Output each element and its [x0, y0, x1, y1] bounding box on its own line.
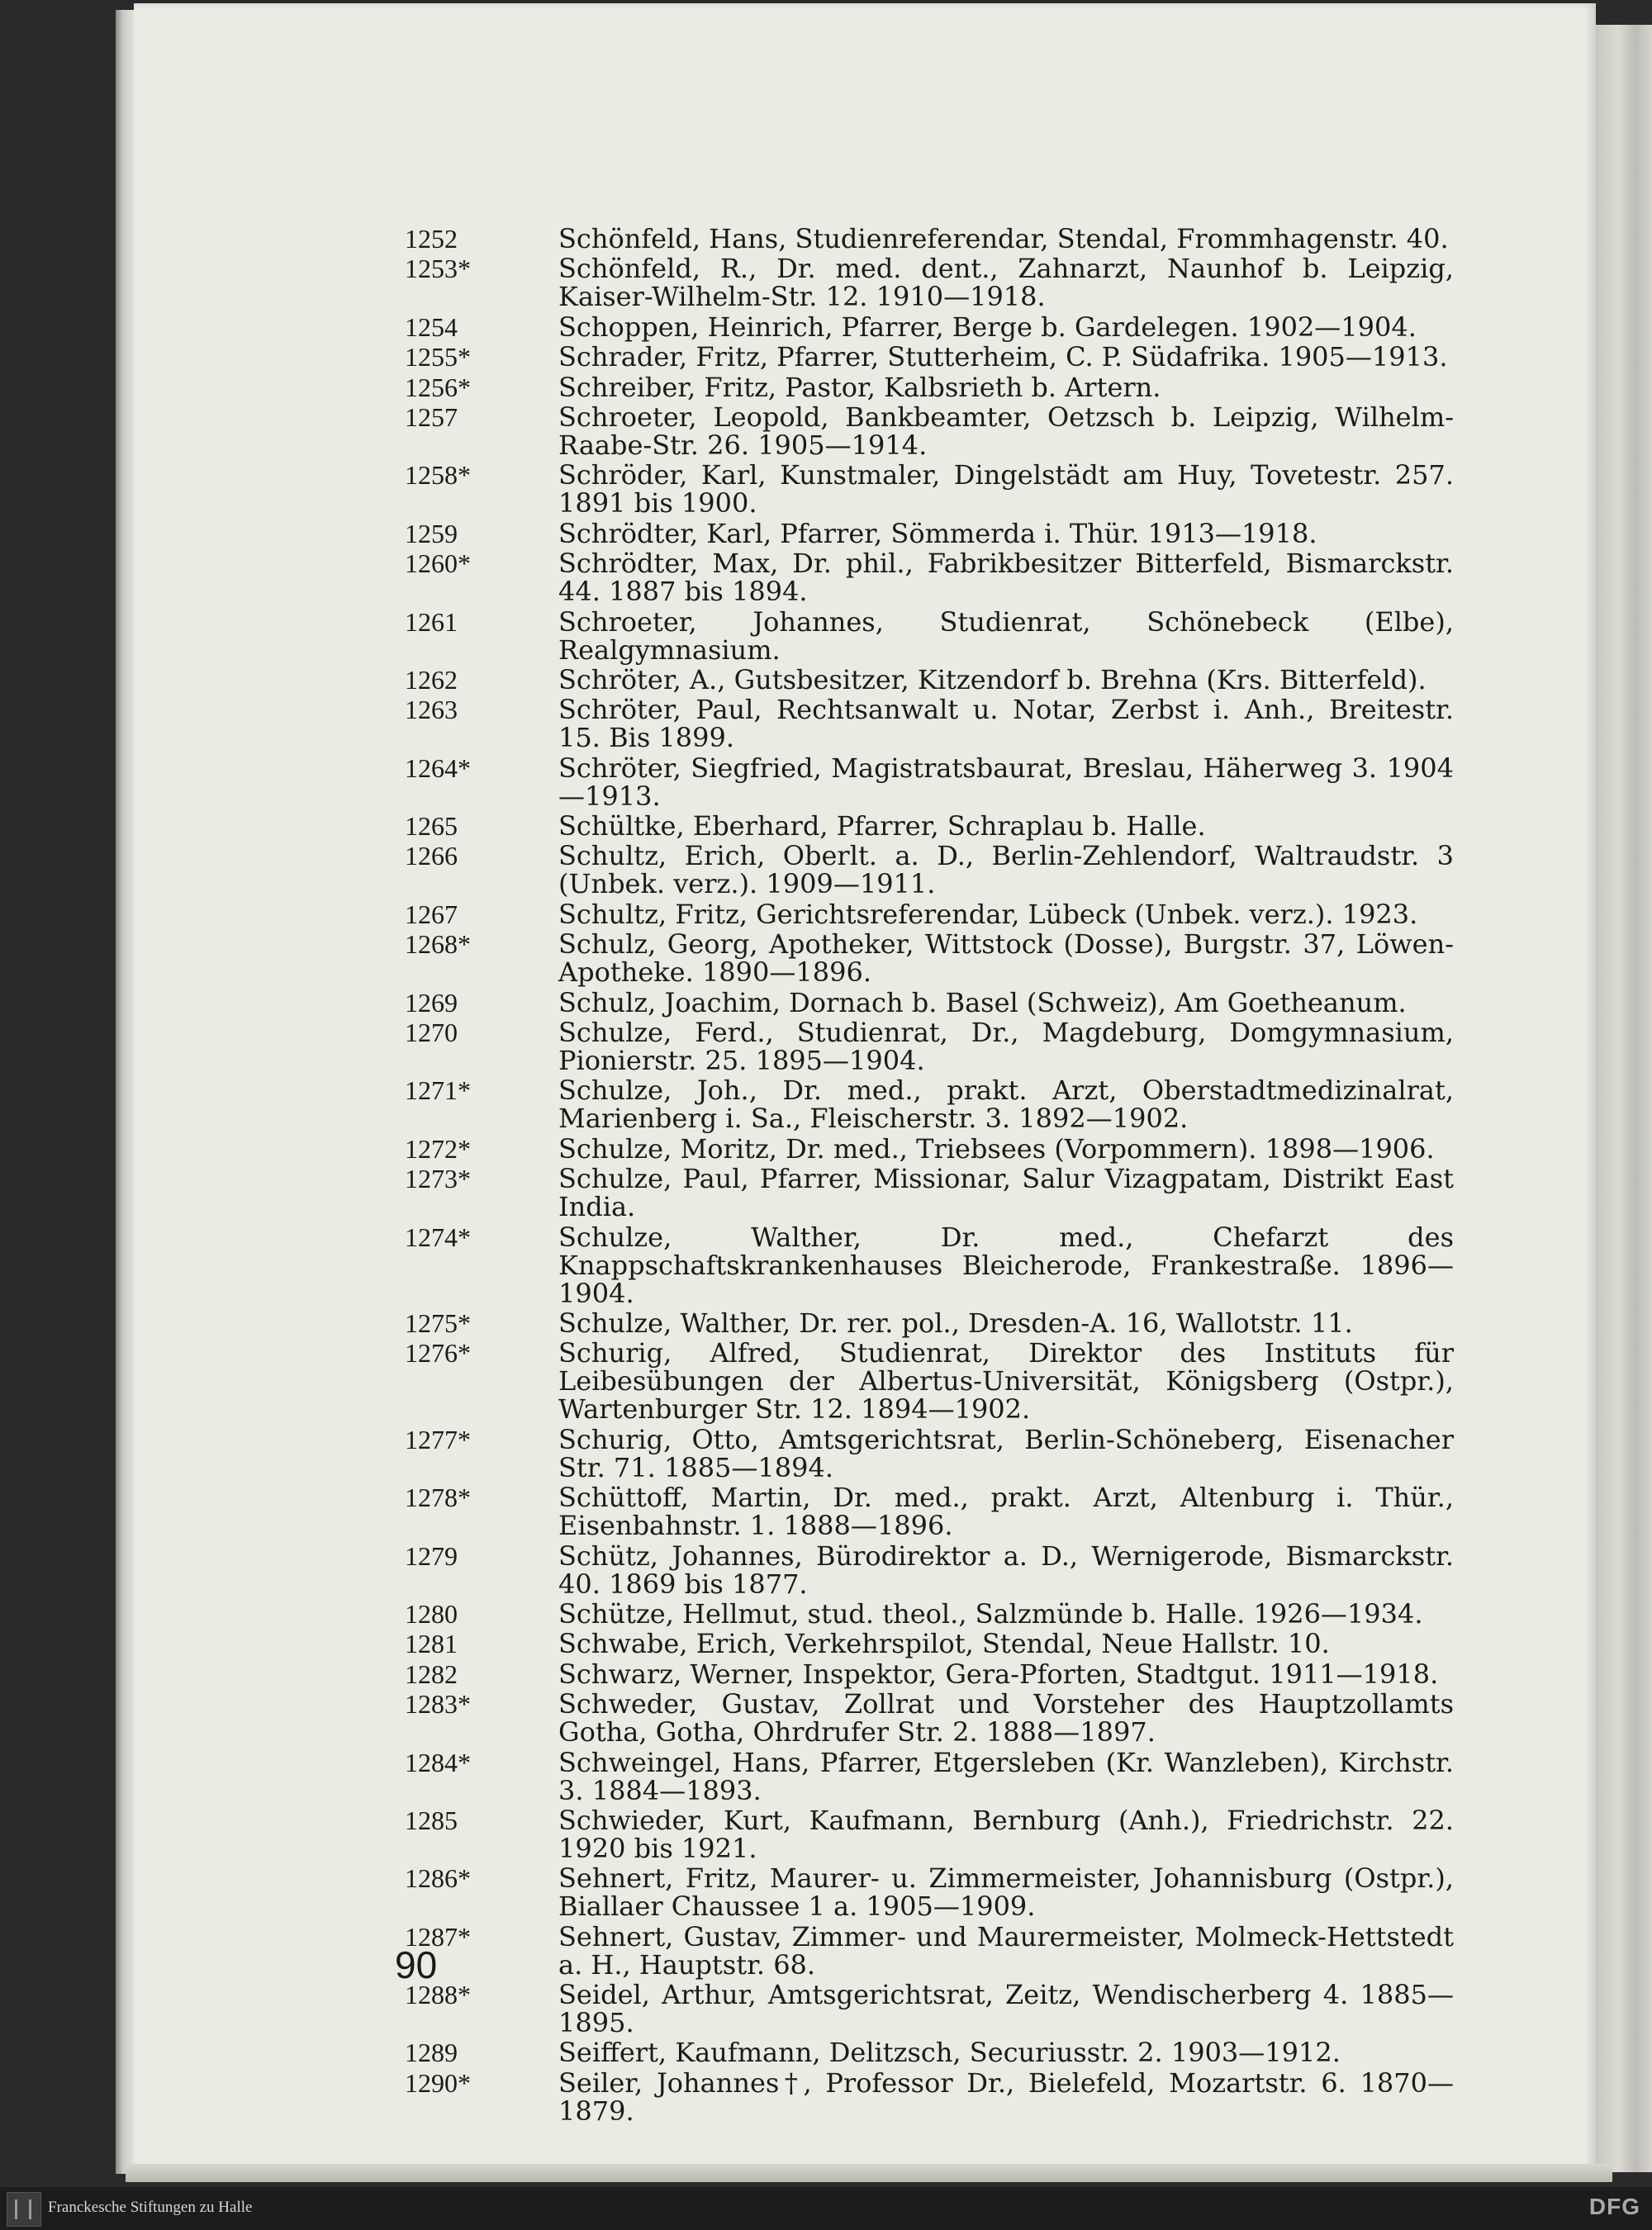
entry-text: Schultz, Fritz, Gerichtsreferendar, Lübeck (Unbek. verz.). 1923.	[558, 898, 1418, 930]
entry-text: Schulze, Joh., Dr. med., prakt. Arzt, Oberstadtmedizinalrat, Marienberg i. Sa., Fleischerstr. 3. 1892—1902.	[558, 1075, 1454, 1135]
entry-text: Schurig, Alfred, Studienrat, Direktor des Instituts für Leibesübungen der Albertus-Universität, Königsberg (Ostpr.), Wartenburger Str. 12. 1894—1902.	[558, 1337, 1454, 1426]
list-item	[405, 343, 1454, 371]
list-item	[405, 1075, 1454, 1135]
list-item	[405, 403, 1454, 459]
entry-text: Schulze, Paul, Pfarrer, Missionar, Salur Vizagpatam, Distrikt East India.	[558, 1163, 1454, 1223]
entry-text: Seiffert, Kaufmann, Delitzsch, Securiusstr. 2. 1903—1912.	[558, 2037, 1341, 2069]
list-item	[405, 986, 1454, 1018]
member-list	[405, 225, 1454, 2127]
entry-text: Schulze, Walther, Dr. med., Chefarzt des Knappschaftskrankenhauses Bleicherode, Frankestraße. 1896—1904.	[558, 1221, 1454, 1309]
entry-number: 1258*	[405, 460, 471, 491]
entry-number: 1273*	[405, 1164, 471, 1194]
entry-number: 1270	[405, 1018, 458, 1048]
list-item	[405, 1018, 1454, 1075]
entry-text: Schröter, Paul, Rechtsanwalt u. Notar, Zerbst i. Anh., Breitestr. 15. Bis 1899.	[558, 694, 1454, 754]
entry-number: 1283*	[405, 1689, 471, 1720]
entry-text: Schröder, Karl, Kunstmaler, Dingelstädt am Huy, Tovetestr. 257. 1891 bis 1900.	[558, 459, 1454, 520]
list-item	[405, 928, 1454, 989]
entry-number: 1274*	[405, 1222, 471, 1252]
entry-number: 1254	[405, 311, 458, 342]
entry-text: Schüttoff, Martin, Dr. med., prakt. Arzt, Altenburg i. Thür., Eisenbahnstr. 1. 1888—1896.	[558, 1482, 1454, 1542]
entry-text: Schönfeld, R., Dr. med. dent., Zahnarzt, Naunhof b. Leipzig, Kaiser-Wilhelm-Str. 12. 1910—1918.	[558, 253, 1454, 313]
entry-text: Schulze, Moritz, Dr. med., Triebsees (Vorpommern). 1898—1906.	[558, 1132, 1435, 1165]
entry-number: 1287*	[405, 1921, 471, 1952]
entry-text: Schültke, Eberhard, Pfarrer, Schraplau b. Halle.	[558, 810, 1206, 842]
foundation-logo-icon	[7, 2192, 41, 2227]
list-item	[405, 313, 1454, 341]
list-item	[405, 1165, 1454, 1221]
list-item	[405, 754, 1454, 810]
entry-text: Schröter, A., Gutsbesitzer, Kitzendorf b. Brehna (Krs. Bitterfeld).	[558, 663, 1427, 695]
list-item	[405, 373, 1454, 401]
list-item	[405, 254, 1454, 311]
entry-number: 1260*	[405, 548, 471, 579]
list-item	[405, 1223, 1454, 1307]
entry-text: Schulze, Ferd., Studienrat, Dr., Magdeburg, Domgymnasium, Pionierstr. 25. 1895—1904.	[558, 1017, 1454, 1077]
list-item	[405, 1806, 1454, 1862]
entry-number: 1272*	[405, 1133, 471, 1164]
entry-text: Schroeter, Johannes, Studienrat, Schönebeck (Elbe), Realgymnasium.	[558, 605, 1454, 666]
entry-text: Schwieder, Kurt, Kaufmann, Bernburg (Anh.), Friedrichstr. 22. 1920 bis 1921.	[558, 1804, 1454, 1864]
entry-number: 1259	[405, 518, 458, 548]
page-edges-bottom	[126, 2164, 1612, 2182]
list-item	[405, 1690, 1454, 1746]
entry-number: 1264*	[405, 752, 471, 783]
list-item	[405, 1309, 1454, 1337]
entry-number: 1269	[405, 987, 458, 1018]
list-item	[405, 459, 1454, 520]
entry-number: 1290*	[405, 2067, 471, 2098]
entry-number: 1257	[405, 401, 458, 432]
entry-number: 1267	[405, 899, 458, 929]
entry-text: Seiler, Johannes†, Professor Dr., Bielefeld, Mozartstr. 6. 1870—1879.	[558, 2066, 1454, 2127]
entry-text: Schulz, Georg, Apotheker, Wittstock (Dosse), Burgstr. 37, Löwen-Apotheke. 1890—1896.	[558, 928, 1454, 989]
entry-number: 1279	[405, 1540, 458, 1571]
footer-credit: Franckesche Stiftungen zu Halle	[48, 2199, 253, 2216]
entry-number: 1288*	[405, 1980, 471, 2010]
list-item	[405, 517, 1454, 549]
list-item	[405, 1920, 1454, 1981]
list-item	[405, 1748, 1454, 1805]
page-edges-right	[1596, 25, 1652, 2172]
list-item	[405, 2037, 1454, 2069]
list-item	[405, 1542, 1454, 1598]
entry-number: 1289	[405, 2038, 458, 2068]
entry-number: 1284*	[405, 1747, 471, 1777]
list-item	[405, 1981, 1454, 2037]
list-item	[405, 1862, 1454, 1923]
list-item	[405, 812, 1454, 840]
entry-text: Schrader, Fritz, Pfarrer, Stutterheim, C. P. Südafrika. 1905—1913.	[558, 341, 1448, 373]
page-number: 90	[395, 1943, 438, 1986]
entry-text: Schultz, Erich, Oberlt. a. D., Berlin-Zehlendorf, Waltraudstr. 3 (Unbek. verz.). 1909—1911.	[558, 840, 1454, 900]
list-item	[405, 1132, 1454, 1165]
entry-number: 1263	[405, 695, 458, 725]
entry-number: 1276*	[405, 1338, 471, 1369]
footer-bar	[0, 2187, 1652, 2230]
entry-number: 1265	[405, 811, 458, 842]
entry-text: Schulze, Walther, Dr. rer. pol., Dresden-A. 16, Wallotstr. 11.	[558, 1307, 1353, 1339]
entry-text: Schweder, Gustav, Zollrat und Vorsteher des Hauptzollamts Gotha, Gotha, Ohrdrufer Str. 2. 1888—1897.	[558, 1688, 1454, 1748]
entry-number: 1278*	[405, 1483, 471, 1513]
list-item	[405, 900, 1454, 928]
list-item	[405, 225, 1454, 253]
entry-number: 1252	[405, 224, 458, 254]
entry-number: 1286*	[405, 1863, 471, 1894]
entry-text: Schütze, Hellmut, stud. theol., Salzmünde b. Halle. 1926—1934.	[558, 1597, 1423, 1630]
entry-number: 1280	[405, 1598, 458, 1629]
entry-text: Schröter, Siegfried, Magistratsbaurat, Breslau, Häherweg 3. 1904—1913.	[558, 752, 1454, 812]
list-item	[405, 842, 1454, 898]
list-item	[405, 2066, 1454, 2127]
entry-text: Schrödter, Karl, Pfarrer, Sömmerda i. Thür. 1913—1918.	[558, 517, 1317, 549]
entry-text: Seidel, Arthur, Amtsgerichtsrat, Zeitz, Wendischerberg 4. 1885—1895.	[558, 1979, 1454, 2039]
entry-number: 1271*	[405, 1075, 471, 1106]
entry-text: Schoppen, Heinrich, Pfarrer, Berge b. Gardelegen. 1902—1904.	[558, 311, 1417, 343]
entry-number: 1285	[405, 1805, 458, 1835]
entry-text: Schurig, Otto, Amtsgerichtsrat, Berlin-Schöneberg, Eisenacher Str. 71. 1885—1894.	[558, 1423, 1454, 1483]
entry-text: Schroeter, Leopold, Bankbeamter, Oetzsch b. Leipzig, Wilhelm-Raabe-Str. 26. 1905—1914.	[558, 401, 1454, 461]
entry-number: 1281	[405, 1629, 458, 1659]
entry-text: Schönfeld, Hans, Studienreferendar, Stendal, Frommhagenstr. 40.	[558, 223, 1449, 254]
entry-text: Schütz, Johannes, Bürodirektor a. D., Wernigerode, Bismarckstr. 40. 1869 bis 1877.	[558, 1540, 1454, 1600]
list-item	[405, 1630, 1454, 1658]
list-item	[405, 695, 1454, 752]
entry-number: 1256*	[405, 372, 471, 402]
entry-text: Schrödter, Max, Dr. phil., Fabrikbesitzer Bitterfeld, Bismarckstr. 44. 1887 bis 1894.	[558, 548, 1454, 608]
book-spine-edge	[116, 10, 134, 2174]
entry-number: 1253*	[405, 254, 471, 284]
entry-number: 1275*	[405, 1307, 471, 1338]
entry-number: 1268*	[405, 929, 471, 960]
entry-text: Schreiber, Fritz, Pastor, Kalbsrieth b. Artern.	[558, 371, 1161, 403]
list-item	[405, 605, 1454, 666]
entry-number: 1262	[405, 664, 458, 695]
entry-number: 1282	[405, 1658, 458, 1689]
entry-number: 1277*	[405, 1424, 471, 1454]
list-item	[405, 663, 1454, 695]
list-item	[405, 1660, 1454, 1688]
list-item	[405, 1597, 1454, 1630]
list-item	[405, 1483, 1454, 1540]
entry-text: Schwabe, Erich, Verkehrspilot, Stendal, Neue Hallstr. 10.	[558, 1628, 1330, 1660]
entry-text: Sehnert, Gustav, Zimmer- und Maurermeister, Molmeck-Hettstedt a. H., Hauptstr. 68.	[558, 1920, 1454, 1981]
entry-number: 1255*	[405, 342, 471, 372]
entry-text: Schwarz, Werner, Inspektor, Gera-Pforten, Stadtgut. 1911—1918.	[558, 1658, 1439, 1690]
entry-text: Sehnert, Fritz, Maurer- u. Zimmermeister, Johannisburg (Ostpr.), Biallaer Chaussee 1 a. 1905—1909.	[558, 1862, 1454, 1923]
entry-text: Schweingel, Hans, Pfarrer, Etgersleben (Kr. Wanzleben), Kirchstr. 3. 1884—1893.	[558, 1746, 1454, 1806]
list-item	[405, 1423, 1454, 1483]
entry-text: Schulz, Joachim, Dornach b. Basel (Schweiz), Am Goetheanum.	[558, 986, 1407, 1018]
list-item	[405, 548, 1454, 608]
entry-number: 1261	[405, 606, 458, 637]
entry-number: 1266	[405, 841, 458, 871]
list-item	[405, 1337, 1454, 1426]
dfg-logo: DFG	[1588, 2194, 1640, 2219]
